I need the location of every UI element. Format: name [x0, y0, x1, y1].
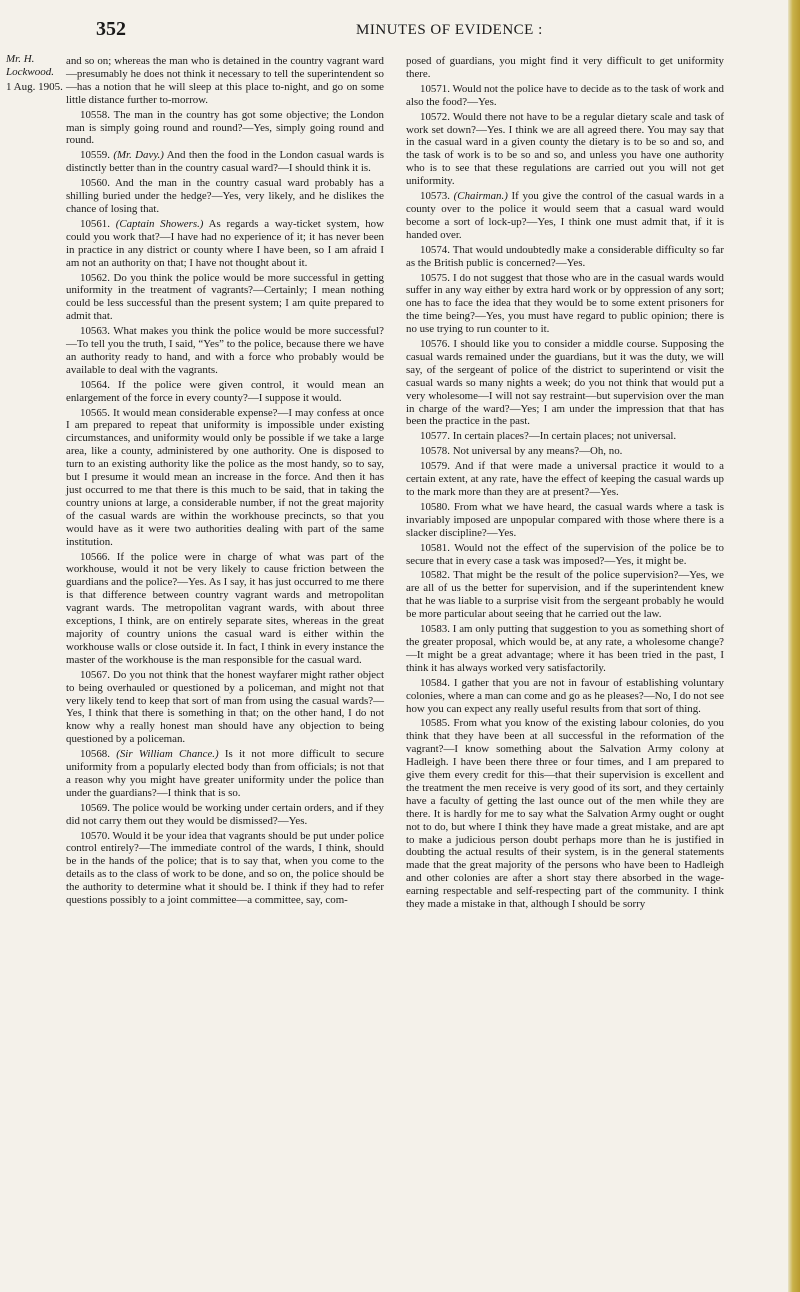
running-head: MINUTES OF EVIDENCE :	[356, 22, 543, 38]
evidence-question	[66, 407, 384, 549]
question-text: And the man in the country casual ward probably has a shilling buried under the hedge?—Yes, very likely, and he dislikes the chance of losing that.	[66, 177, 384, 215]
margin-date: 1 Aug. 1905.	[6, 81, 63, 93]
question-text: Would not the police have to decide as to the task of work and also the food?—Yes.	[406, 82, 724, 108]
evidence-question	[66, 109, 384, 148]
question-text: The man in the country has got some objective; the London man is simply going round and round?—Yes, simply going round and round.	[66, 108, 384, 147]
evidence-question	[66, 748, 384, 800]
evidence-question	[406, 338, 724, 428]
question-text: Do you not think that the honest wayfarer might rather object to being overhauled or questioned by a policeman, and might not that very likely tend to keep that sort of man from using the casual wards?—Yes, I think that there is something in that; on the other hand, I do not know why a really honest man should have any objection to being questioned by a policeman.	[66, 668, 384, 746]
evidence-question	[406, 244, 724, 270]
question-text: Would there not have to be a regular dietary scale and task of work set down?—Yes. I think we are all agreed there. You may say that in the casual ward in a given county the dietary is to be so and so, and the task of work is to be so and so, and unless you have one authority who is to see that these regulations are carried out you will not get uniformity.	[406, 110, 724, 188]
question-text: That might be the result of the police supervision?—Yes, we are all of us the better for supervision, and if the superintendent knew that he was liable to a surprise visit from the sergeant probably he would be more particular about seeing that he carried out the law.	[406, 569, 724, 621]
question-number: 10562.	[80, 271, 110, 284]
evidence-question	[406, 542, 724, 568]
question-text: I do not suggest that those who are in the casual wards would suffer in any way either by extra hard work or by oppression of any sort; one has to face the idea that they would be to some extent prisoners for the time being?—Yes, you must have regard to public opinion; there is no use trying to run counter to it.	[406, 271, 724, 336]
question-number: 10563.	[80, 325, 110, 338]
evidence-question	[406, 569, 724, 621]
question-text: If you give the control of the casual wards in a county over to the police it would seem that a casual ward would become a sort of lock-up?—Yes, I think one must admit that, if it is handed over.	[406, 190, 724, 241]
question-text: I should like you to consider a middle course. Supposing the casual wards remained under the guardians, but it was the duty, we will say, of the sergeant of police of the district to superintend or visit the casual wards so many nights a week; do you not think that would put a very wholesome—I will not say restraint—but supervision over the man in charge of the ward?—Yes; I am under the impression that that has been the practice in the past.	[406, 338, 724, 428]
question-number: 10572.	[420, 110, 450, 123]
question-number: 10564.	[80, 378, 110, 391]
question-text: The police would be working under certain orders, and if they did not carry them out they would be dismissed?—Yes.	[66, 801, 385, 827]
paragraph-text: posed of guardians, you might find it very difficult to get uniformity there.	[406, 55, 724, 80]
question-text: Would it be your idea that vagrants should be put under police control entirely?—The immediate control of the wards, I think, should be in the hands of the police; that is to say that, when you come to the details as to the class of work to be done, and so on, the police should be the authority to determine what it should be. I think if they had to refer questions possibly to a joint committee—a committee, say, com-	[66, 829, 384, 907]
question-text: What makes you think the police would be more successful?—To tell you the truth, I said, “Yes” to the police, because there we have an authority ready to hand, and with a force who probably would be available to deal with the vagrants.	[66, 325, 384, 376]
question-number: 10573.	[420, 190, 450, 203]
evidence-question	[406, 460, 724, 499]
evidence-question	[66, 325, 384, 377]
speaker-name: (Chairman.)	[453, 190, 508, 203]
question-text: Do you think the police would be more successful in getting uniformity in the treatment of vagrants?—Certainly; I mean nothing could be less successful than the present system; I am quite prepared to admit that.	[66, 271, 384, 323]
question-number: 10580.	[420, 500, 450, 513]
question-text: As regards a way-ticket system, how could you work that?—I have had no experience of it; it has never been in practice in any district or county where I have been, so I am afraid I am not an authority on that; I have not thought about it.	[66, 217, 384, 269]
question-number: 10559.	[80, 149, 110, 162]
evidence-question	[406, 83, 724, 109]
evidence-question	[66, 177, 384, 216]
question-number: 10569.	[80, 801, 110, 814]
question-text: If the police were given control, it would mean an enlargement of the force in every county?—I suppose it would.	[66, 378, 384, 404]
question-text: It would mean considerable expense?—I may confess at once I am prepared to repeat that uniformity is impossible under existing circumstances, and uniformity would only be possible if we take a large area, like a county, administered by one authority. One is disposed to turn to an existing authority like the police as the most handy, so to say, but I presume it would mean an increase in the force. And then it has just occurred to me that there is this much to be said, that in taking the country unions at large, a considerable number, if not the great majority of the casual wards are within the workhouse precincts, so that you would have as it were two authorities dealing with part of the same institution.	[66, 406, 384, 548]
question-text: From what we have heard, the casual wards where a task is invariably imposed are unpopular compared with those where there is a slacker discipline?—Yes.	[406, 500, 724, 539]
evidence-question	[406, 430, 724, 443]
question-text: If the police were in charge of what was part of the workhouse, would it not be very likely to cause friction between the guardians and the police?—Yes. As I say, it has just occurred to me there is that difference between country vagrant wards and metropolitan vagrant wards. The metropolitan vagrant wards, with about three exceptions, I think, are on entirely separate sites, whereas in the great majority of country unions the casual ward is either within the workhouse walls or close outside it. In fact, I think in every instance the master of the workhouse is the man responsible for the casual ward.	[66, 550, 384, 666]
question-number: 10581.	[420, 541, 450, 554]
evidence-question	[406, 623, 724, 675]
question-number: 10575.	[420, 271, 450, 284]
witness-name: Mr. H. Lockwood.	[6, 53, 54, 78]
speaker-name: (Sir William Chance.)	[116, 748, 219, 761]
question-text: In certain places?—In certain places; not universal.	[452, 430, 677, 443]
question-number: 10576.	[420, 338, 450, 351]
continued-paragraph	[66, 55, 384, 107]
margin-note	[6, 53, 66, 94]
evidence-question	[406, 190, 724, 242]
evidence-question	[66, 272, 384, 324]
right-column	[406, 55, 724, 913]
question-number: 10571.	[420, 82, 450, 95]
question-number: 10567.	[80, 668, 110, 681]
page-header	[96, 18, 776, 42]
evidence-question	[406, 445, 724, 458]
speaker-name: (Mr. Davy.)	[113, 149, 164, 162]
question-number: 10568.	[80, 748, 110, 761]
question-number: 10582.	[420, 569, 450, 582]
question-number: 10560.	[80, 177, 110, 190]
question-number: 10579.	[420, 460, 450, 473]
question-number: 10570.	[80, 829, 110, 842]
paragraph-text: and so on; whereas the man who is detained in the country vagrant ward—presumably he does not think it necessary to tell the superintendent so—has a notion that he will sleep at this place to-night, and go on some little distance further to-morrow.	[66, 55, 384, 106]
question-number: 10574.	[420, 243, 450, 256]
left-column	[66, 55, 384, 909]
question-text: I am only putting that suggestion to you as something short of the greater proposal, which would be, at any rate, a wholesome change?—It might be a great advantage; where it has been tried in the past, I think it has always worked very satisfactorily.	[406, 623, 724, 674]
evidence-question	[66, 551, 384, 667]
question-number: 10578.	[420, 445, 450, 458]
question-number: 10566.	[80, 550, 110, 563]
question-number: 10585.	[420, 717, 450, 730]
question-number: 10561.	[80, 217, 110, 230]
evidence-question	[406, 717, 724, 911]
question-text: That would undoubtedly make a considerable difficulty so far as the British public is concerned?—Yes.	[406, 243, 724, 269]
question-text: Would not the effect of the supervision of the police be to secure that in every case a task was imposed?—Yes, it might be.	[406, 541, 724, 567]
evidence-question	[66, 669, 384, 746]
question-text: Is it not more difficult to secure uniformity from a popularly elected body than from officials; is not that a reason why you might have greater uniformity under the police than under the guardians?—I think that is so.	[66, 748, 384, 799]
page-edge-binding	[788, 0, 800, 1292]
evidence-question	[66, 802, 384, 828]
evidence-question	[66, 218, 384, 270]
question-number: 10565.	[80, 406, 110, 419]
question-text: Not universal by any means?—Oh, no.	[452, 445, 623, 458]
question-text: I gather that you are not in favour of establishing voluntary colonies, where a man can come and go as he pleases?—No, I do not see how you can expect any really useful results from that sort of thing.	[406, 676, 724, 715]
speaker-name: (Captain Showers.)	[115, 217, 204, 230]
evidence-question	[66, 379, 384, 405]
question-number: 10558.	[80, 108, 110, 121]
evidence-question	[66, 149, 384, 175]
page-number: 352	[96, 18, 126, 40]
continued-paragraph	[406, 55, 724, 81]
question-number: 10577.	[420, 430, 450, 443]
question-number: 10584.	[420, 676, 450, 689]
evidence-question	[406, 111, 724, 188]
evidence-question	[66, 830, 384, 907]
evidence-question	[406, 501, 724, 540]
question-text: And then the food in the London casual wards is distinctly better than in the country casual ward?—I should think it is.	[66, 149, 384, 175]
question-number: 10583.	[420, 623, 450, 636]
question-text: From what you know of the existing labour colonies, do you think that they have been at all successful in the reformation of the vagrant?—I know something about the Salvation Army colony at Hadleigh. I have been there three or four times, and I am prepared to give them every credit for this—that their supervision is excellent and the treatment the men receive is very good of its sort, and they certainly have a faculty of getting the last ounce out of the men while they are there. It is hardly for me to say what the Salvation Army ought or ought not to do, but where I think they have made a great mistake, and are apt to make a judicious person doubt perhaps more than he is justified in doubting the actual results of their system, is in the general statements made that the great majority of the persons who have been to Hadleigh and other colonies are after a short stay there absorbed in the wage-earning respectable and self-respecting part of the community. I think they made a mistake in that, although I should be sorry	[406, 717, 724, 911]
evidence-question	[406, 272, 724, 337]
evidence-question	[406, 677, 724, 716]
question-text: And if that were made a universal practice it would to a certain extent, at any rate, have the effect of keeping the casual wards up to the mark more than they are at present?—Yes.	[406, 460, 725, 498]
